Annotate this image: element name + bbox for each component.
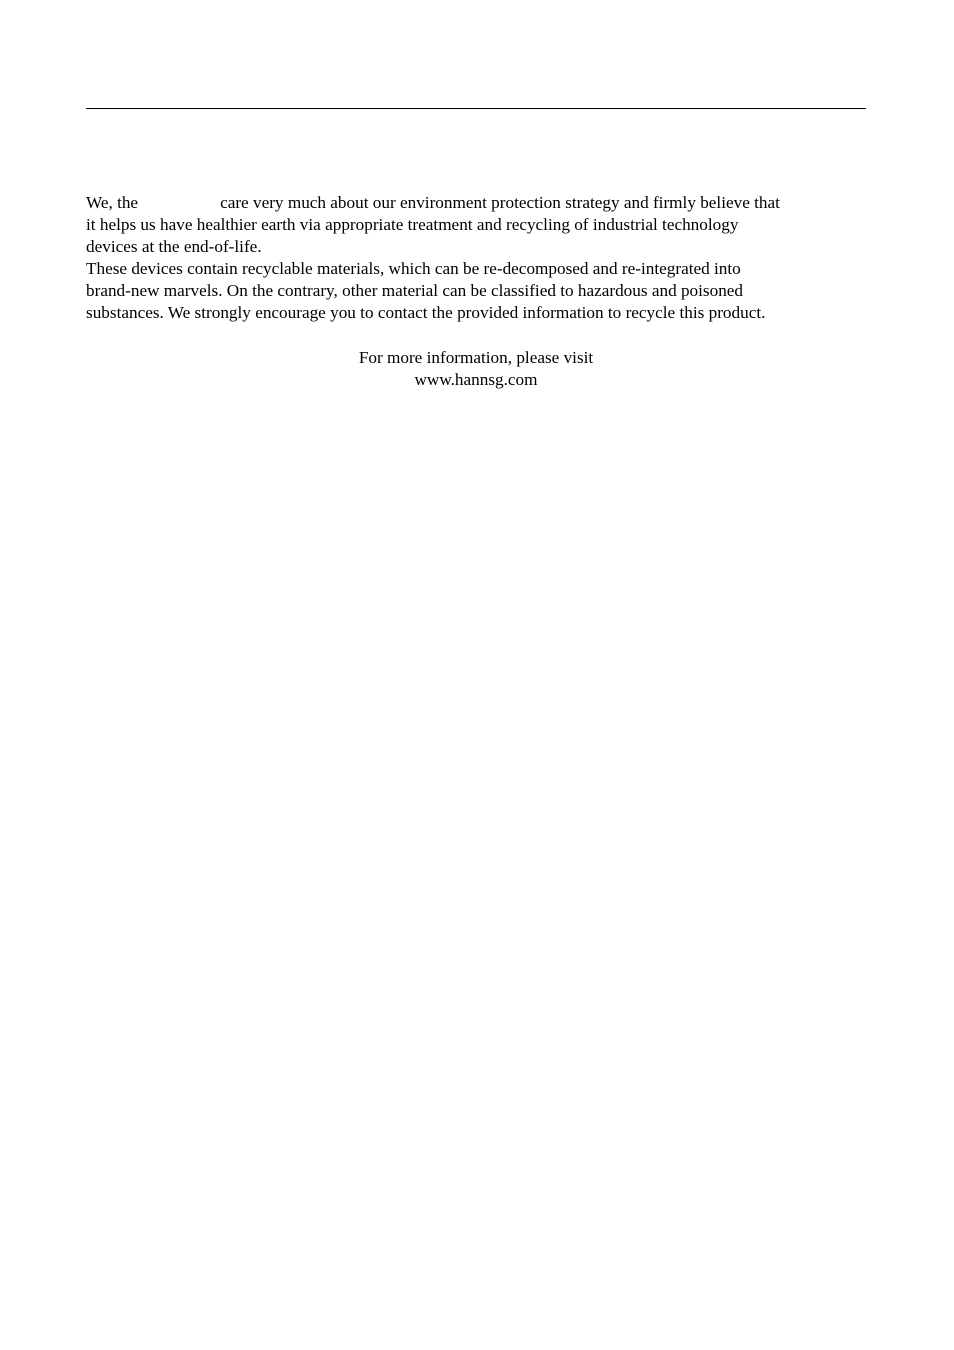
recycling-statement bbox=[86, 192, 876, 324]
paragraph1-line1-start: We, the bbox=[86, 193, 139, 212]
more-info-block bbox=[86, 347, 866, 391]
paragraph2-line2: brand-new marvels. On the contrary, other material can be classified to hazardous and poisoned bbox=[86, 281, 744, 300]
paragraph2-line3: substances. We strongly encourage you to contact the provided information to recycle this product. bbox=[86, 303, 766, 322]
more-info-text: For more information, please visit bbox=[358, 348, 594, 367]
paragraph1-line2: it helps us have healthier earth via appropriate treatment and recycling of industrial technology bbox=[86, 215, 739, 234]
website-url: www.hannsg.com bbox=[414, 370, 538, 389]
paragraph1-line3: devices at the end-of-life. bbox=[86, 237, 262, 256]
header-rule bbox=[86, 108, 866, 109]
paragraph1-line1 bbox=[86, 192, 876, 214]
paragraph1-line1-end: care very much about our environment protection strategy and firmly believe that bbox=[220, 193, 780, 212]
paragraph2-line1: These devices contain recyclable materials, which can be re-decomposed and re-integrated into bbox=[86, 259, 741, 278]
